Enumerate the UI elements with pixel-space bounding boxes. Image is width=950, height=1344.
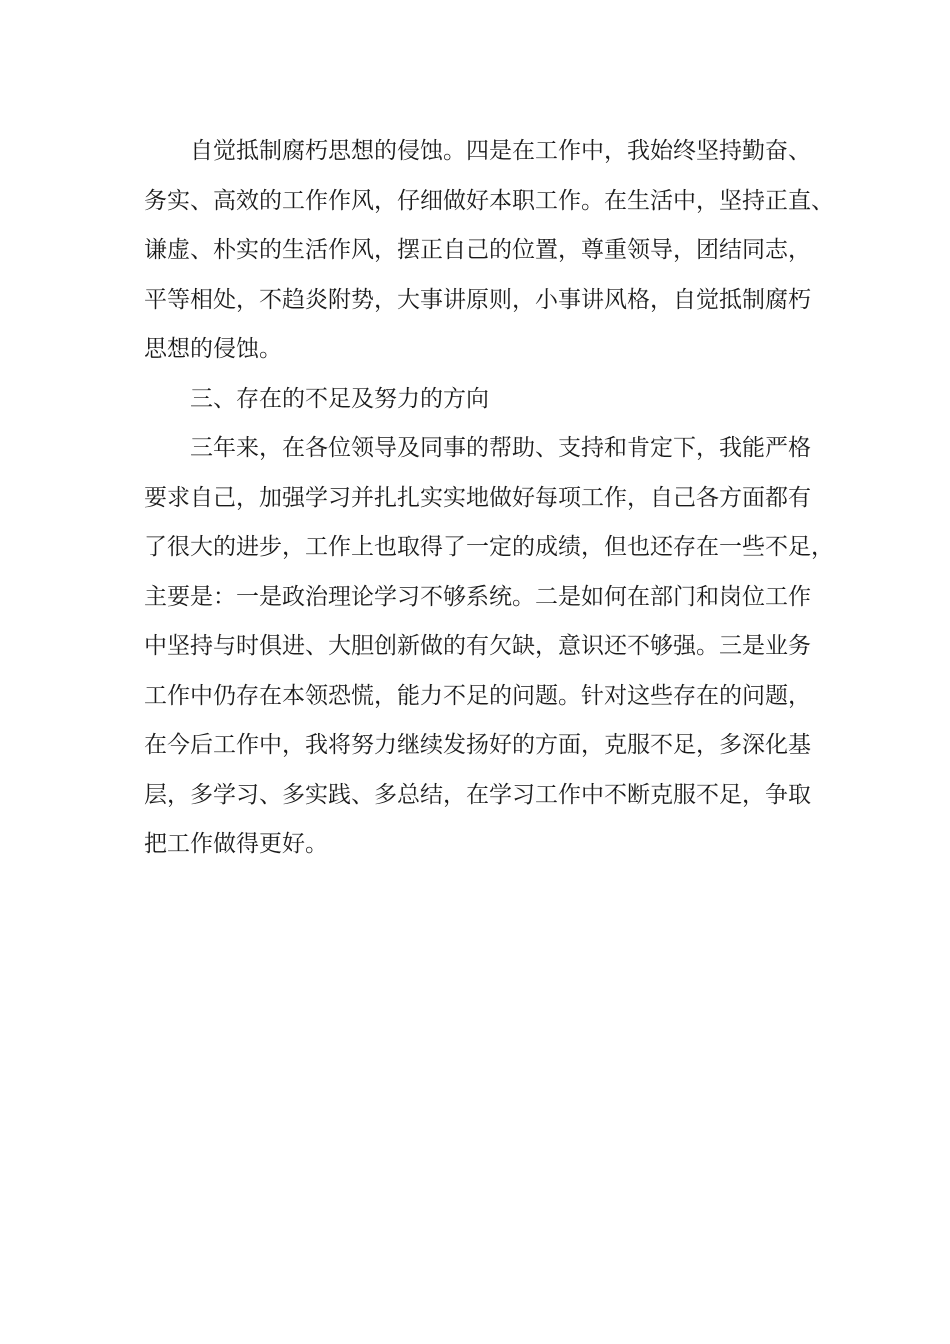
- document-body: [144, 127, 834, 870]
- text-line: 务实、高效的工作作风，仔细做好本职工作。在生活中，坚持正直、: [144, 187, 834, 214]
- text-line: 了很大的进步，工作上也取得了一定的成绩，但也还存在一些不足，: [144, 534, 834, 560]
- text-line: 自觉抵制腐朽思想的侵蚀。四是在工作中，我始终坚持勤奋、: [190, 138, 811, 164]
- paragraph-shortcomings: [144, 424, 834, 870]
- paragraph-conduct: [144, 127, 834, 375]
- text-line: 把工作做得更好。: [144, 831, 328, 857]
- text-line: 工作中仍存在本领恐慌，能力不足的问题。针对这些存在的问题，: [144, 682, 811, 709]
- section-heading-shortcomings: [144, 375, 834, 425]
- section-heading: 三、存在的不足及努力的方向: [190, 385, 489, 412]
- text-line: 平等相处，不趋炎附势，大事讲原则，小事讲风格，自觉抵制腐朽: [144, 286, 811, 313]
- text-line: 中坚持与时俱进、大胆创新做的有欠缺，意识还不够强。三是业务: [144, 633, 811, 659]
- text-line: 在今后工作中，我将努力继续发扬好的方面，克服不足，多深化基: [144, 732, 811, 758]
- text-line: 思想的侵蚀。: [144, 336, 282, 362]
- text-line: 要求自己，加强学习并扎扎实实地做好每项工作，自己各方面都有: [144, 484, 811, 511]
- text-line: 层，多学习、多实践、多总结，在学习工作中不断克服不足，争取: [144, 781, 811, 808]
- text-line: 三年来，在各位领导及同事的帮助、支持和肯定下，我能严格: [190, 435, 811, 461]
- text-line: 谦虚、朴实的生活作风，摆正自己的位置，尊重领导，团结同志，: [144, 237, 811, 263]
- text-line: 主要是：一是政治理论学习不够系统。二是如何在部门和岗位工作: [144, 583, 811, 610]
